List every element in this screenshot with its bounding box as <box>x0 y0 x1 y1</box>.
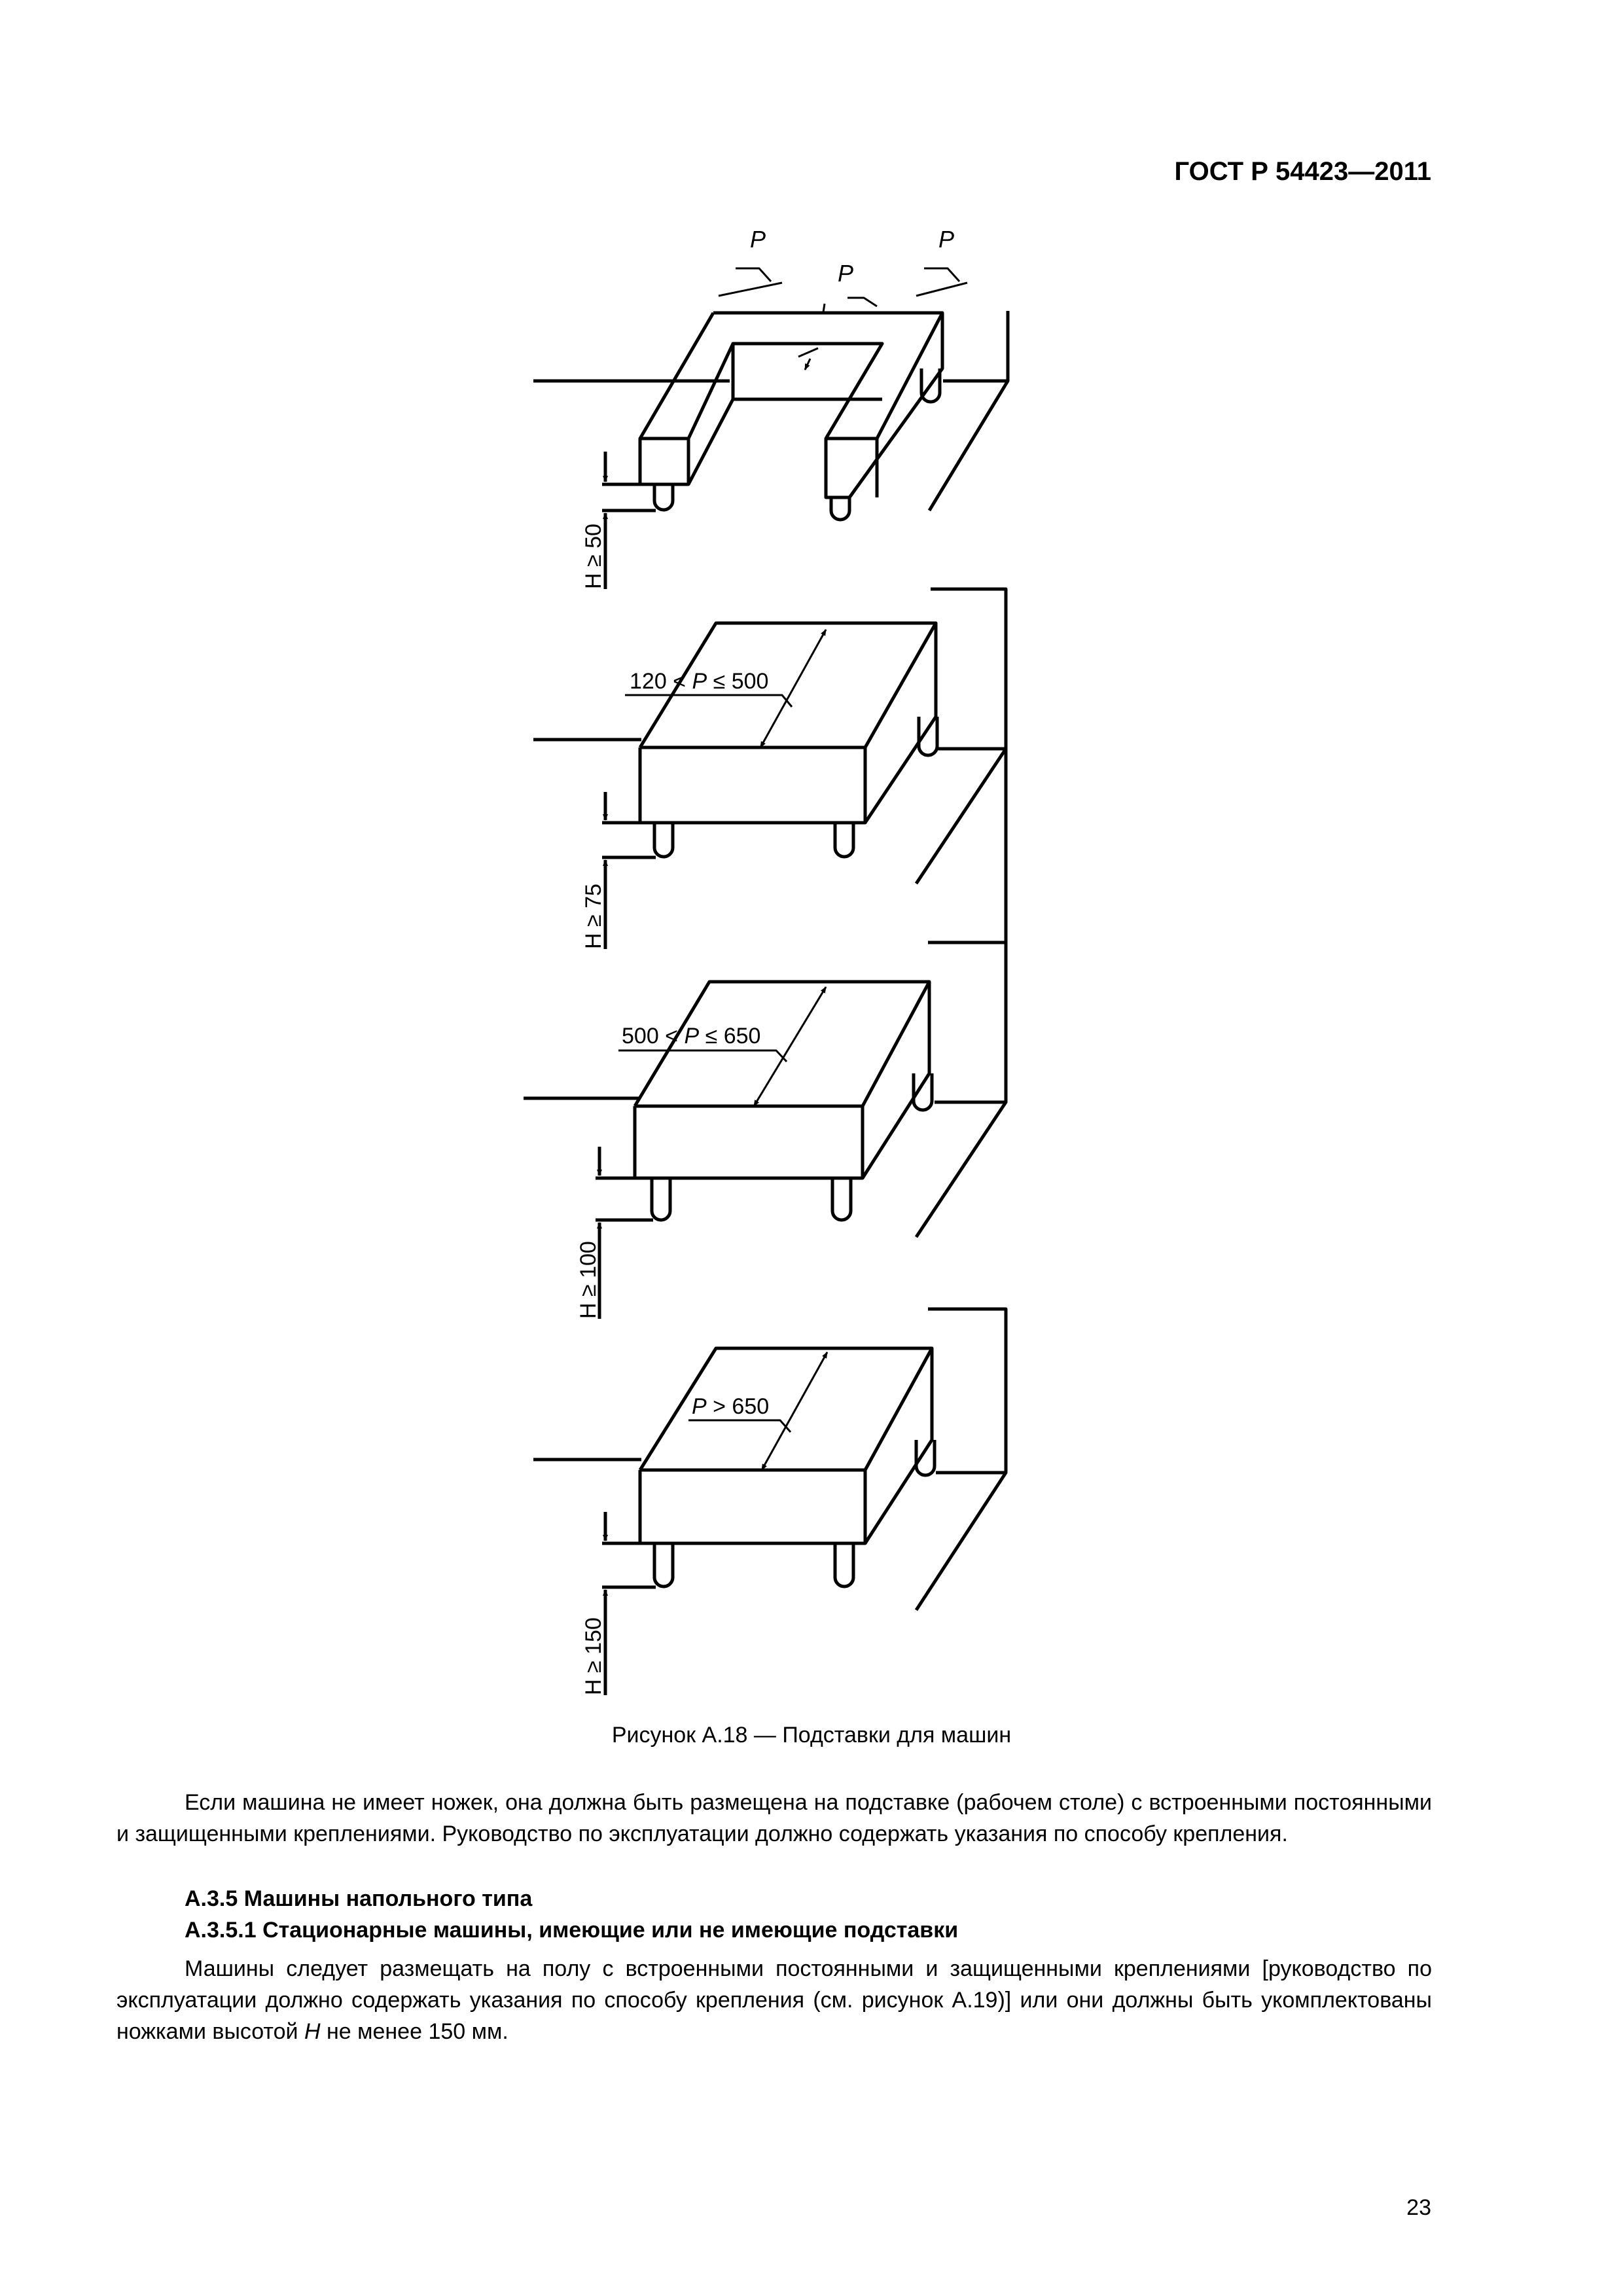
paragraph2-text: Машины следует размещать на полу с встроенными постоянными и защищенными креплениями [руководство по эксплуатации должно содержать указания по способу крепления (см. рисунок А.19)] или они должны быть укомплектованы ножками высотой <box>116 1956 1432 2044</box>
height-label-3: H ≥ 100 <box>576 1241 601 1319</box>
figure-caption: Рисунок А.18 — Подставки для машин <box>611 1723 1012 1748</box>
standard-code: ГОСТ Р 54423—2011 <box>1174 157 1431 186</box>
height-label-2: H ≥ 75 <box>581 884 606 949</box>
paragraph-floor-machines <box>116 1953 1432 2047</box>
p-label-right: P <box>938 226 955 253</box>
height-label-4: H ≥ 150 <box>581 1617 606 1695</box>
paragraph-fastening: Если машина не имеет ножек, она должна быть размещена на подставке (рабочем столе) с встроенными постоянными и защищенными креплениями. Руководство по эксплуатации должно содержать указания по способу крепления. <box>116 1790 1432 1846</box>
paragraph2-tail: не менее 150 мм. <box>320 2019 508 2044</box>
p-label-left: P <box>750 226 766 253</box>
heading-a35: А.3.5 Машины напольного типа <box>185 1886 533 1911</box>
paragraph2-var-h: H <box>304 2019 321 2044</box>
p-label-middle: P <box>838 260 854 287</box>
stand-panel-2 <box>533 589 1006 1047</box>
width-label-4: P > 650 <box>692 1394 770 1419</box>
width-label-2: 120 < P ≤ 500 <box>630 669 769 694</box>
height-label-1: H ≥ 50 <box>581 524 606 589</box>
page-number: 23 <box>1406 2195 1431 2220</box>
heading-a351: А.3.5.1 Стационарные машины, имеющие или не имеющие подставки <box>185 1918 959 1943</box>
width-label-3: 500 < P ≤ 650 <box>622 1024 761 1049</box>
